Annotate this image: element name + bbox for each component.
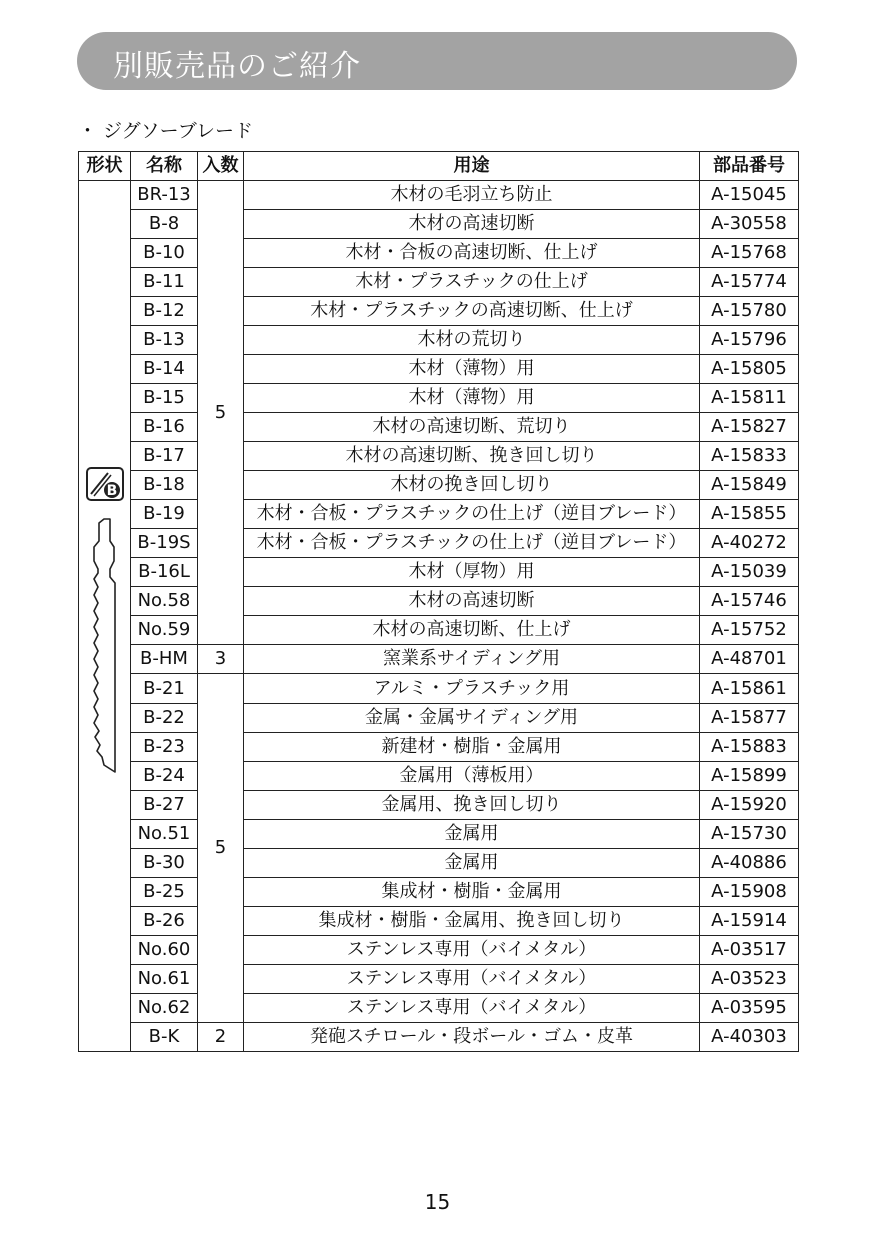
table-row xyxy=(79,297,799,326)
cell-name: B-13 xyxy=(131,326,198,355)
cell-name: B-K xyxy=(131,1023,198,1052)
table-row xyxy=(79,965,799,994)
cell-use: 木材・プラスチックの仕上げ xyxy=(244,268,700,297)
cell-use: 木材の高速切断、仕上げ xyxy=(244,616,700,645)
shape-illustration xyxy=(80,181,130,1051)
cell-part-number: A-15908 xyxy=(700,878,799,907)
cell-part-number: A-15805 xyxy=(700,355,799,384)
cell-use: 木材・合板・プラスチックの仕上げ（逆目ブレード） xyxy=(244,500,700,529)
title-banner xyxy=(77,32,797,90)
cell-use: 発砲スチロール・段ボール・ゴム・皮革 xyxy=(244,1023,700,1052)
cell-use: 金属用 xyxy=(244,849,700,878)
cell-name: B-15 xyxy=(131,384,198,413)
table-body xyxy=(79,181,799,1052)
cell-use: 木材の挽き回し切り xyxy=(244,471,700,500)
cell-name: No.58 xyxy=(131,587,198,616)
table-row xyxy=(79,210,799,239)
cell-part-number: A-15045 xyxy=(700,181,799,210)
cell-name: B-23 xyxy=(131,733,198,762)
cell-name: B-27 xyxy=(131,791,198,820)
cell-part-number: A-15914 xyxy=(700,907,799,936)
shape-cell xyxy=(79,181,131,1052)
cell-use: 木材の高速切断 xyxy=(244,587,700,616)
table-row xyxy=(79,820,799,849)
page-title: 別販売品のご紹介 xyxy=(113,49,361,84)
table-row xyxy=(79,616,799,645)
cell-qty: 2 xyxy=(198,1023,244,1052)
cell-qty: 5 xyxy=(198,674,244,1023)
cell-part-number: A-15752 xyxy=(700,616,799,645)
cell-name: B-17 xyxy=(131,442,198,471)
cell-use: 木材（厚物）用 xyxy=(244,558,700,587)
table-row xyxy=(79,355,799,384)
cell-name: No.62 xyxy=(131,994,198,1023)
cell-use: 窯業系サイディング用 xyxy=(244,645,700,674)
table-row xyxy=(79,878,799,907)
table-row xyxy=(79,1023,799,1052)
table-row xyxy=(79,268,799,297)
cell-name: B-11 xyxy=(131,268,198,297)
table-row xyxy=(79,442,799,471)
cell-use: 木材の荒切り xyxy=(244,326,700,355)
shape-badge-letter: B xyxy=(106,483,117,499)
cell-part-number: A-15827 xyxy=(700,413,799,442)
table-row xyxy=(79,326,799,355)
cell-part-number: A-15811 xyxy=(700,384,799,413)
header-shape: 形状 xyxy=(79,152,131,181)
cell-part-number: A-15899 xyxy=(700,762,799,791)
table-row xyxy=(79,674,799,704)
header-use: 用途 xyxy=(244,152,700,181)
cell-part-number: A-30558 xyxy=(700,210,799,239)
cell-use: 木材・合板の高速切断、仕上げ xyxy=(244,239,700,268)
cell-name: B-22 xyxy=(131,704,198,733)
table-row xyxy=(79,413,799,442)
cell-use: 木材（薄物）用 xyxy=(244,384,700,413)
table-row xyxy=(79,762,799,791)
table-row xyxy=(79,587,799,616)
cell-use: 金属用 xyxy=(244,820,700,849)
table-row xyxy=(79,994,799,1023)
cell-use: 集成材・樹脂・金属用 xyxy=(244,878,700,907)
cell-name: B-30 xyxy=(131,849,198,878)
cell-name: B-10 xyxy=(131,239,198,268)
cell-part-number: A-03595 xyxy=(700,994,799,1023)
table-row xyxy=(79,849,799,878)
header-name: 名称 xyxy=(131,152,198,181)
cell-use: 木材（薄物）用 xyxy=(244,355,700,384)
table-row xyxy=(79,181,799,210)
cell-use: 木材の高速切断 xyxy=(244,210,700,239)
cell-part-number: A-40303 xyxy=(700,1023,799,1052)
cell-name: BR-13 xyxy=(131,181,198,210)
cell-name: B-26 xyxy=(131,907,198,936)
cell-part-number: A-48701 xyxy=(700,645,799,674)
cell-use: 木材・合板・プラスチックの仕上げ（逆目ブレード） xyxy=(244,529,700,558)
table-row xyxy=(79,471,799,500)
table-row xyxy=(79,733,799,762)
cell-use: 木材の毛羽立ち防止 xyxy=(244,181,700,210)
cell-part-number: A-40272 xyxy=(700,529,799,558)
cell-name: B-18 xyxy=(131,471,198,500)
cell-name: B-19 xyxy=(131,500,198,529)
cell-use: ステンレス専用（バイメタル） xyxy=(244,994,700,1023)
cell-name: B-HM xyxy=(131,645,198,674)
cell-part-number: A-15833 xyxy=(700,442,799,471)
cell-name: B-12 xyxy=(131,297,198,326)
cell-part-number: A-15730 xyxy=(700,820,799,849)
header-part-number: 部品番号 xyxy=(700,152,799,181)
cell-qty: 3 xyxy=(198,645,244,674)
cell-name: B-21 xyxy=(131,674,198,704)
table-row xyxy=(79,704,799,733)
cell-part-number: A-15855 xyxy=(700,500,799,529)
cell-part-number: A-15920 xyxy=(700,791,799,820)
cell-name: B-14 xyxy=(131,355,198,384)
cell-name: No.60 xyxy=(131,936,198,965)
cell-use: ステンレス専用（バイメタル） xyxy=(244,965,700,994)
cell-name: No.61 xyxy=(131,965,198,994)
blade-type-b-icon xyxy=(86,467,124,501)
cell-use: 金属・金属サイディング用 xyxy=(244,704,700,733)
cell-qty: 5 xyxy=(198,181,244,645)
cell-part-number: A-40886 xyxy=(700,849,799,878)
cell-use: ステンレス専用（バイメタル） xyxy=(244,936,700,965)
cell-part-number: A-15774 xyxy=(700,268,799,297)
cell-part-number: A-15849 xyxy=(700,471,799,500)
page-number: 15 xyxy=(424,1190,451,1214)
cell-part-number: A-15780 xyxy=(700,297,799,326)
cell-part-number: A-15039 xyxy=(700,558,799,587)
cell-part-number: A-15883 xyxy=(700,733,799,762)
cell-part-number: A-03517 xyxy=(700,936,799,965)
table-header-row xyxy=(79,152,799,181)
header-qty: 入数 xyxy=(198,152,244,181)
cell-part-number: A-15768 xyxy=(700,239,799,268)
cell-use: 金属用、挽き回し切り xyxy=(244,791,700,820)
cell-name: B-8 xyxy=(131,210,198,239)
table-row xyxy=(79,529,799,558)
cell-name: No.59 xyxy=(131,616,198,645)
cell-name: B-16 xyxy=(131,413,198,442)
cell-name: No.51 xyxy=(131,820,198,849)
jigsaw-blade-icon xyxy=(90,517,120,777)
cell-part-number: A-15861 xyxy=(700,674,799,704)
table-row xyxy=(79,239,799,268)
cell-name: B-24 xyxy=(131,762,198,791)
cell-use: 集成材・樹脂・金属用、挽き回し切り xyxy=(244,907,700,936)
cell-part-number: A-15877 xyxy=(700,704,799,733)
table-row xyxy=(79,558,799,587)
table-row xyxy=(79,645,799,674)
cell-use: 金属用（薄板用） xyxy=(244,762,700,791)
cell-part-number: A-15746 xyxy=(700,587,799,616)
cell-use: 木材の高速切断、挽き回し切り xyxy=(244,442,700,471)
table-row xyxy=(79,936,799,965)
cell-name: B-16L xyxy=(131,558,198,587)
cell-part-number: A-15796 xyxy=(700,326,799,355)
parts-table xyxy=(78,151,799,1052)
section-heading: ・ ジグソーブレード xyxy=(78,120,253,142)
cell-name: B-19S xyxy=(131,529,198,558)
cell-use: アルミ・プラスチック用 xyxy=(244,674,700,704)
table-row xyxy=(79,907,799,936)
cell-part-number: A-03523 xyxy=(700,965,799,994)
cell-use: 新建材・樹脂・金属用 xyxy=(244,733,700,762)
table-row xyxy=(79,791,799,820)
table-row xyxy=(79,500,799,529)
cell-name: B-25 xyxy=(131,878,198,907)
cell-use: 木材・プラスチックの高速切断、仕上げ xyxy=(244,297,700,326)
cell-use: 木材の高速切断、荒切り xyxy=(244,413,700,442)
table-row xyxy=(79,384,799,413)
